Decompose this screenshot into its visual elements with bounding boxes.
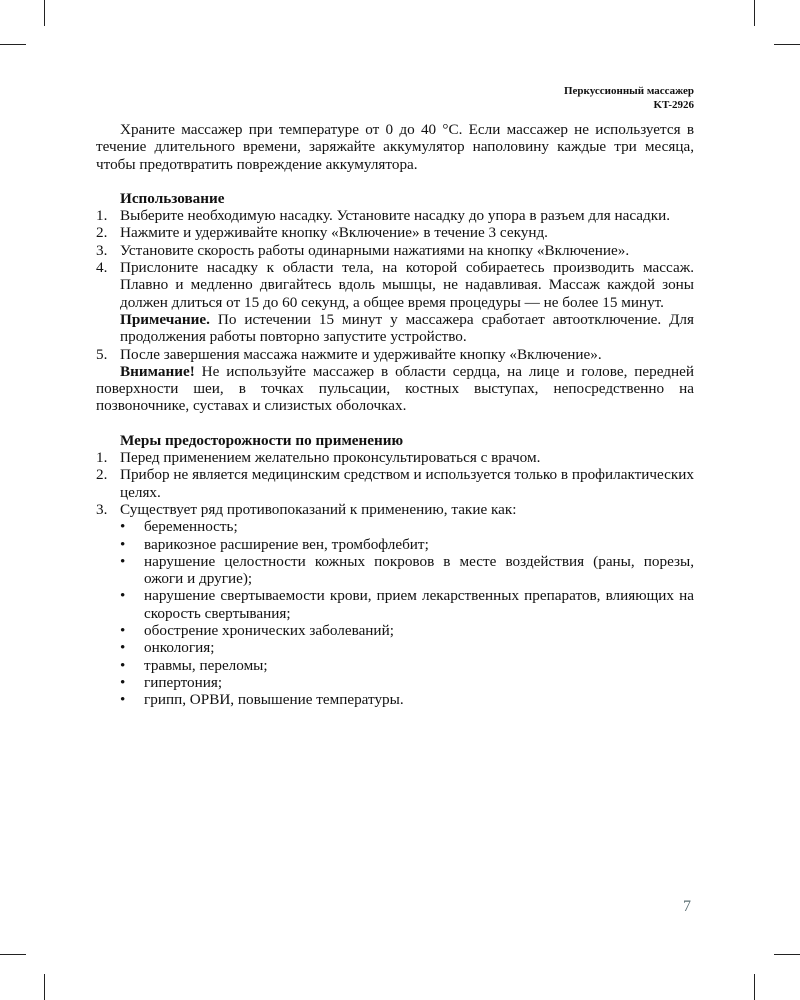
- item-text: Прибор не является медицинским средством и используется только в профилактических целях.: [120, 466, 694, 501]
- page-number: 7: [683, 898, 691, 915]
- usage-heading: Использование: [120, 189, 225, 207]
- contraindication-item: [96, 518, 694, 535]
- bullet-icon: •: [120, 622, 126, 640]
- header-model: KT-2926: [653, 99, 694, 111]
- contraindication-item: [96, 622, 694, 639]
- item-text: Перед применением желательно проконсультироваться с врачом.: [120, 449, 541, 467]
- bullet-text: травмы, переломы;: [144, 656, 268, 674]
- item-number: 3.: [96, 241, 108, 259]
- item-text: После завершения массажа нажмите и удерживайте кнопку «Включение».: [120, 345, 602, 363]
- bullet-text: онкология;: [144, 639, 215, 657]
- warning-paragraph: [96, 363, 694, 415]
- usage-item: [96, 242, 694, 259]
- bullet-text: обострение хронических заболеваний;: [144, 622, 394, 640]
- crop-mark: [754, 0, 755, 26]
- precaution-item: [96, 449, 694, 466]
- contraindication-item: [96, 674, 694, 691]
- contraindication-item: [96, 657, 694, 674]
- contraindication-item: [96, 553, 694, 588]
- crop-mark: [44, 0, 45, 26]
- bullet-icon: •: [120, 535, 126, 553]
- item-number: 3.: [96, 500, 108, 518]
- page-content: [96, 121, 694, 709]
- bullet-text: варикозное расширение вен, тромбофлебит;: [144, 535, 429, 553]
- bullet-icon: •: [120, 673, 126, 691]
- crop-mark: [774, 954, 800, 955]
- item-text: Установите скорость работы одинарными нажатиями на кнопку «Включение».: [120, 241, 630, 259]
- bullet-icon: •: [120, 552, 126, 570]
- item-text: Нажмите и удерживайте кнопку «Включение» в течение 3 секунд.: [120, 224, 548, 242]
- warning-text: Не используйте массажер в области сердца, на лице и голове, передней поверхности шеи, в точках пульсации, костных выступах, непосредственно на позвоночнике, суставах и слизистых оболочках.: [96, 362, 694, 415]
- warning-label: Внимание!: [120, 362, 195, 380]
- contraindication-item: [96, 587, 694, 622]
- bullet-text: нарушение целостности кожных покровов в месте воздействия (раны, порезы, ожоги и другие);: [144, 552, 694, 588]
- precautions-heading: Меры предосторожности по применению: [120, 431, 404, 449]
- running-header: [564, 84, 694, 112]
- bullet-text: грипп, ОРВИ, повышение температуры.: [144, 691, 404, 709]
- usage-item: [96, 346, 694, 363]
- precaution-item: [96, 466, 694, 501]
- item-number: 1.: [96, 207, 108, 225]
- note-label: Примечание.: [120, 310, 210, 328]
- item-number: 2.: [96, 466, 108, 484]
- bullet-text: беременность;: [144, 518, 238, 536]
- usage-item: [96, 207, 694, 224]
- bullet-icon: •: [120, 639, 126, 657]
- bullet-text: гипертония;: [144, 673, 223, 691]
- usage-item: [96, 259, 694, 311]
- crop-mark: [44, 974, 45, 1000]
- item-text: Существует ряд противопоказаний к применению, такие как:: [120, 500, 517, 518]
- bullet-icon: •: [120, 518, 126, 536]
- crop-mark: [774, 44, 800, 45]
- item-number: 4.: [96, 259, 108, 277]
- bullet-icon: •: [120, 656, 126, 674]
- note-text: По истечении 15 минут у массажера сработает автоотключение. Для продолжения работы повторно запустите устройство.: [120, 310, 694, 346]
- usage-item: [96, 224, 694, 241]
- header-product-name: Перкуссионный массажер: [563, 85, 694, 97]
- contraindication-item: [96, 691, 694, 708]
- item-text: Прислоните насадку к области тела, на которой собираетесь производить массаж. Плавно и медленно двигайтесь вдоль мышцы, не надавливая. Массаж каждой зоны должен длиться от 15 до 60 секунд, а общее время процедуры — не более 15 минут.: [120, 259, 694, 311]
- bullet-icon: •: [120, 587, 126, 605]
- item-text: Выберите необходимую насадку. Установите насадку до упора в разъем для насадки.: [120, 207, 671, 225]
- contraindication-item: [96, 536, 694, 553]
- crop-mark: [0, 954, 26, 955]
- precaution-item: [96, 501, 694, 518]
- storage-paragraph: Храните массажер при температуре от 0 до 40 °C. Если массажер не используется в течение длительного времени, заряжайте аккумулятор наполовину каждые три месяца, чтобы предотвратить повреждение аккумулятора.: [96, 121, 694, 173]
- crop-mark: [0, 44, 26, 45]
- item-number: 1.: [96, 449, 108, 467]
- usage-note: [96, 311, 694, 346]
- crop-mark: [754, 974, 755, 1000]
- bullet-icon: •: [120, 691, 126, 709]
- item-number: 5.: [96, 345, 108, 363]
- item-number: 2.: [96, 224, 108, 242]
- bullet-text: нарушение свертываемости крови, прием лекарственных препаратов, влияющих на скорость свертывания;: [144, 587, 694, 622]
- contraindication-item: [96, 639, 694, 656]
